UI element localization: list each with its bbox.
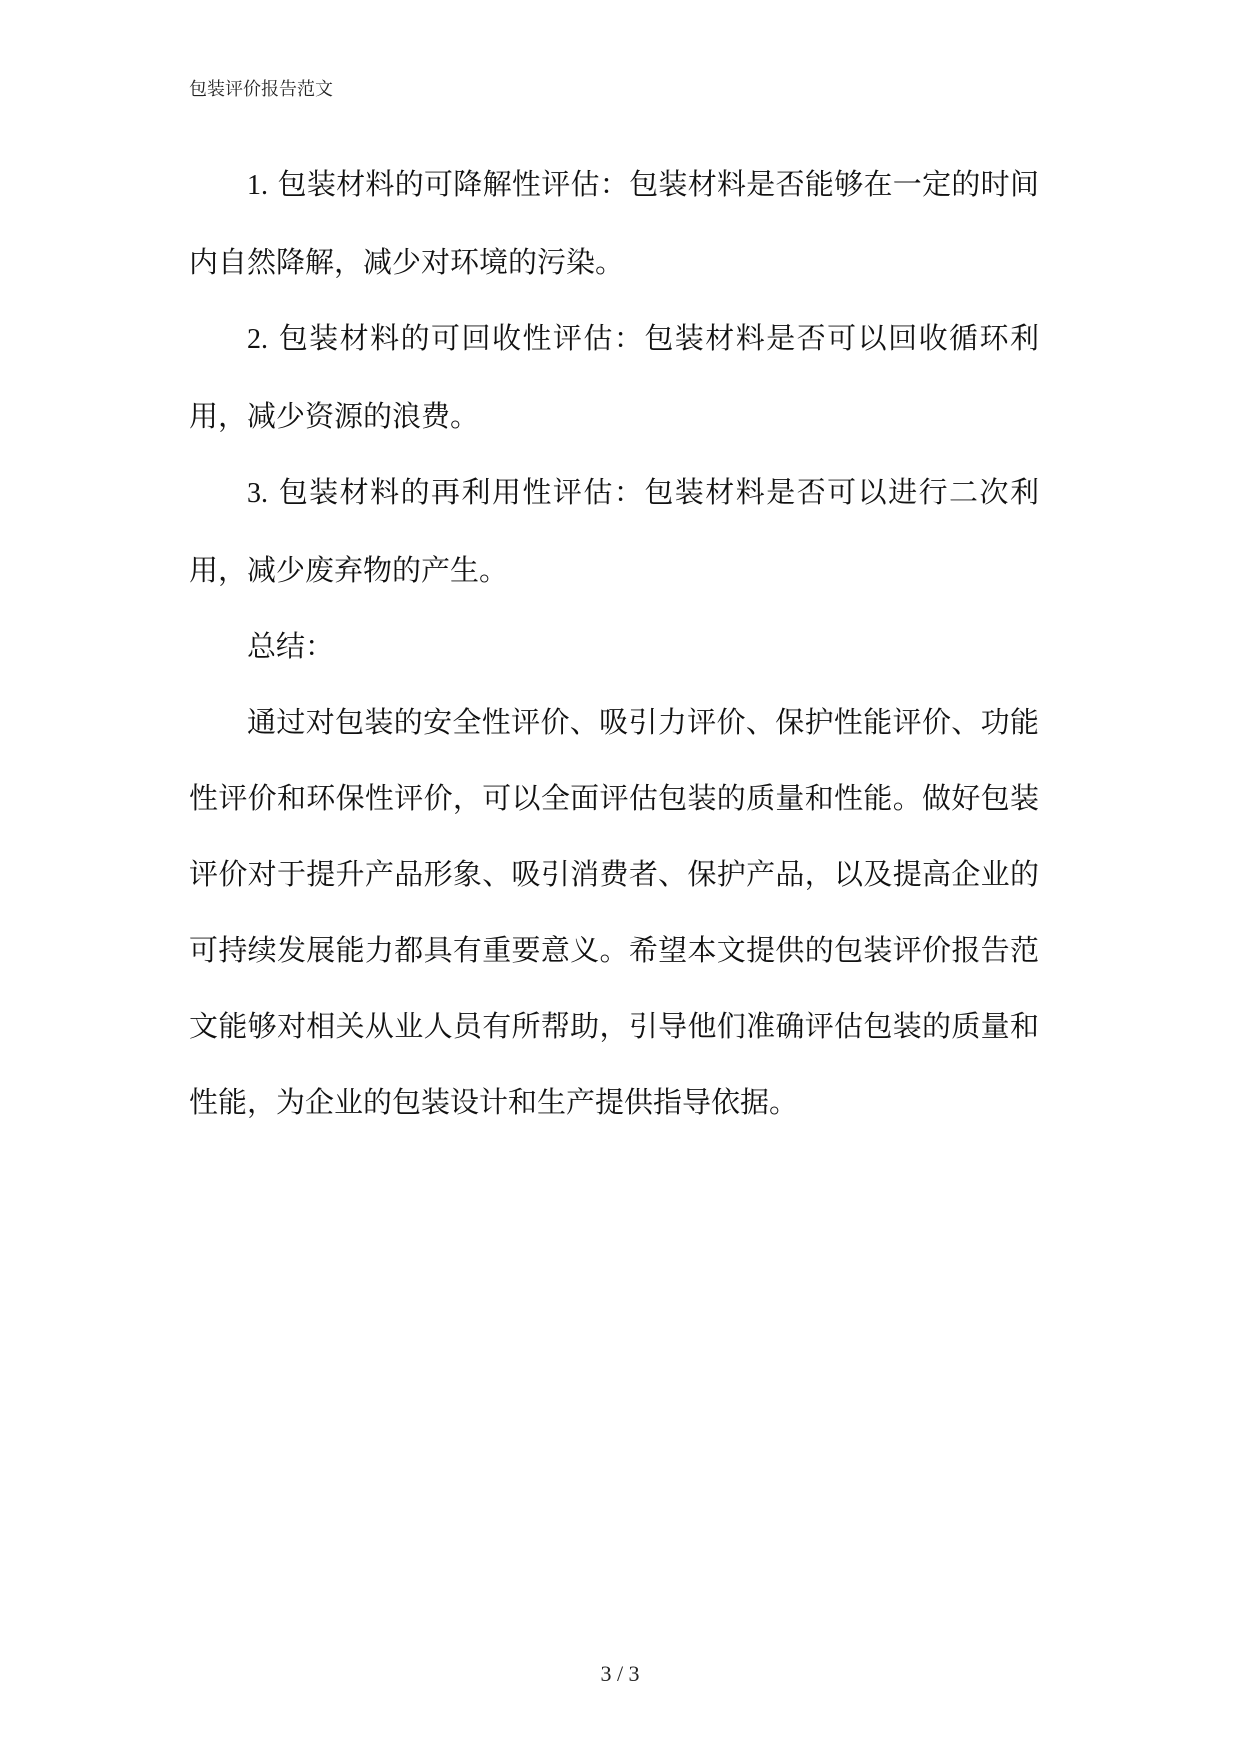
page-number: 3 / 3 [600, 1661, 640, 1686]
list-item-text: 包装材料的可降解性评估：包装材料是否能够在一定的时间内自然降解，减少对环境的污染。 [189, 167, 1039, 279]
list-item-text: 包装材料的可回收性评估：包装材料是否可以回收循环利用，减少资源的浪费。 [189, 321, 1039, 433]
list-item-reusability [189, 454, 1039, 608]
list-item-recyclability [189, 300, 1039, 454]
list-item-text: 包装材料的再利用性评估：包装材料是否可以进行二次利用，减少废弃物的产生。 [189, 475, 1039, 587]
document-body [189, 146, 1039, 1140]
list-number: 2. [247, 324, 268, 355]
list-item-degradability [189, 146, 1039, 300]
summary-paragraph: 通过对包装的安全性评价、吸引力评价、保护性能评价、功能性评价和环保性评价，可以全面评估包装的质量和性能。做好包装评价对于提升产品形象、吸引消费者、保护产品，以及提高企业的可持续发展能力都具有重要意义。希望本文提供的包装评价报告范文能够对相关从业人员有所帮助，引导他们准确评估包装的质量和性能，为企业的包装设计和生产提供指导依据。 [189, 705, 1039, 1119]
running-header: 包装评价报告范文 [189, 79, 333, 100]
list-number: 3. [247, 478, 268, 509]
summary-heading: 总结： [247, 629, 335, 663]
list-number: 1. [247, 170, 268, 201]
